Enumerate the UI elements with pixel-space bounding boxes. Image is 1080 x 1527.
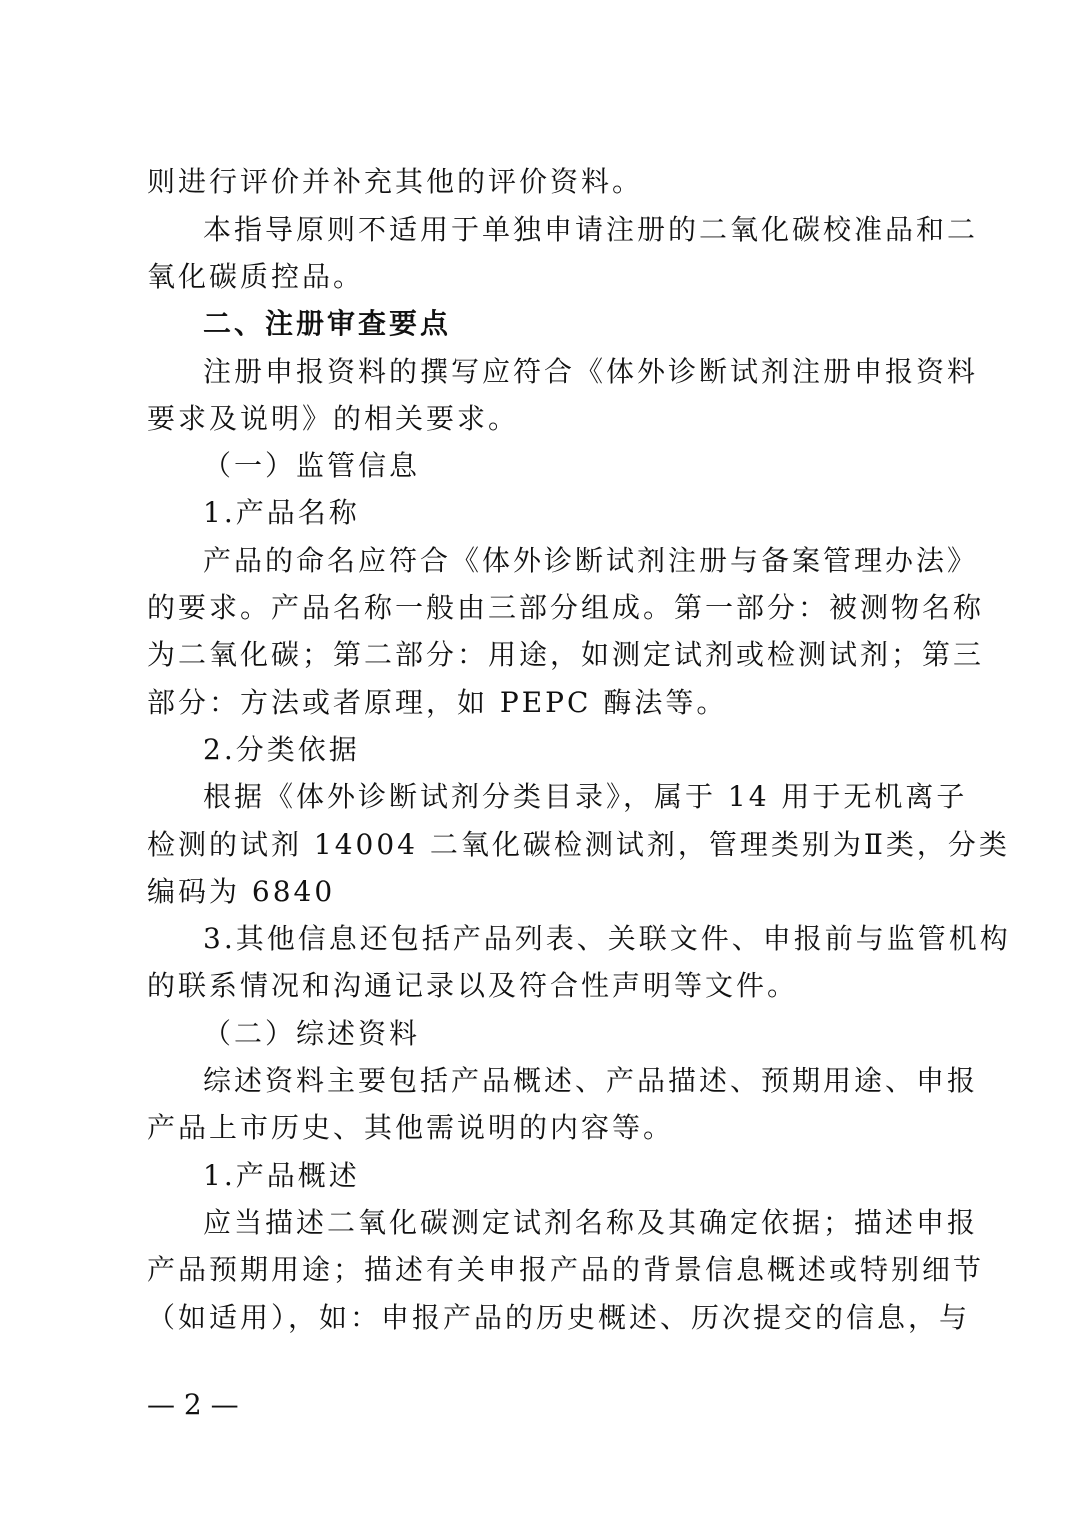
text-line: （如适用），如：申报产品的历史概述、历次提交的信息，与 bbox=[147, 1301, 971, 1334]
text-line: 3.其他信息还包括产品列表、关联文件、申报前与监管机构 bbox=[203, 922, 1011, 955]
text-line: 为二氧化碳；第二部分：用途，如测定试剂或检测试剂；第三 bbox=[147, 638, 985, 671]
text-line: 则进行评价并补充其他的评价资料。 bbox=[147, 165, 644, 198]
section-heading: 二、注册审查要点 bbox=[203, 307, 452, 340]
text-line: 要求及说明》的相关要求。 bbox=[147, 402, 520, 435]
page-number: — 2 — bbox=[147, 1388, 239, 1421]
text-line: 的要求。产品名称一般由三部分组成。第一部分：被测物名称 bbox=[147, 591, 985, 624]
text-line: 部分：方法或者原理，如 PEPC 酶法等。 bbox=[147, 686, 728, 719]
text-line: 应当描述二氧化碳测定试剂名称及其确定依据；描述申报 bbox=[203, 1206, 979, 1239]
subsection-heading: （二）综述资料 bbox=[203, 1017, 421, 1050]
text-line: 氧化碳质控品。 bbox=[147, 260, 365, 293]
item-heading: 1.产品概述 bbox=[203, 1159, 360, 1192]
text-line: 检测的试剂 14004 二氧化碳检测试剂，管理类别为Ⅱ类，分类 bbox=[147, 828, 1010, 861]
text-line: 注册申报资料的撰写应符合《体外诊断试剂注册申报资料 bbox=[203, 355, 979, 388]
item-heading: 2.分类依据 bbox=[203, 733, 360, 766]
text-line: 产品上市历史、其他需说明的内容等。 bbox=[147, 1111, 675, 1144]
subsection-heading: （一）监管信息 bbox=[203, 449, 421, 482]
text-line: 综述资料主要包括产品概述、产品描述、预期用途、申报 bbox=[203, 1064, 979, 1097]
text-line: 根据《体外诊断试剂分类目录》，属于 14 用于无机离子 bbox=[203, 780, 968, 813]
text-line: 的联系情况和沟通记录以及符合性声明等文件。 bbox=[147, 969, 799, 1002]
item-heading: 1.产品名称 bbox=[203, 496, 360, 529]
text-line: 本指导原则不适用于单独申请注册的二氧化碳校准品和二 bbox=[203, 213, 979, 246]
text-line: 产品的命名应符合《体外诊断试剂注册与备案管理办法》 bbox=[203, 544, 979, 577]
text-line: 产品预期用途；描述有关申报产品的背景信息概述或特别细节 bbox=[147, 1253, 985, 1286]
text-line: 编码为 6840 bbox=[147, 875, 336, 908]
